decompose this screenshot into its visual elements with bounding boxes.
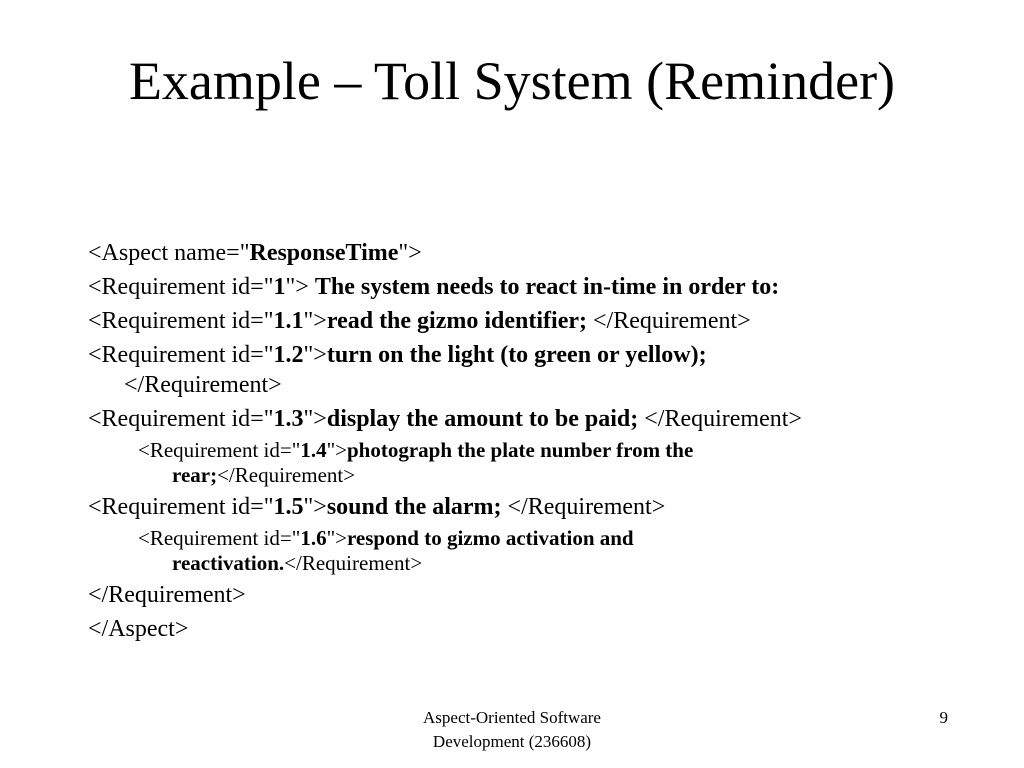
tag-text: "> bbox=[326, 438, 347, 462]
requirement-text: rear; bbox=[172, 463, 218, 487]
requirement-line-1-1 bbox=[88, 306, 968, 336]
tag-text: <Requirement id=" bbox=[138, 438, 301, 462]
aspect-close-line: </Aspect> bbox=[88, 616, 189, 642]
requirement-text: sound the alarm; bbox=[326, 494, 508, 520]
requirement-text: display the amount to be paid; bbox=[326, 406, 645, 432]
tag-text: <Requirement id=" bbox=[88, 494, 274, 520]
tag-text: "> bbox=[303, 494, 327, 520]
requirement-line-1-2 bbox=[88, 340, 968, 400]
aspect-open-line bbox=[88, 238, 968, 268]
page-number: 9 bbox=[939, 708, 948, 727]
requirement-text: reactivation. bbox=[172, 551, 285, 575]
tag-text: "> bbox=[285, 274, 315, 300]
requirement-text: The system needs to react in-time in order to: bbox=[314, 274, 780, 300]
aspect-name: ResponseTime bbox=[249, 240, 399, 266]
requirement-id: 1.2 bbox=[273, 342, 304, 368]
requirement-close-line: </Requirement> bbox=[88, 582, 246, 608]
tag-text: <Requirement id=" bbox=[88, 406, 274, 432]
tag-text: <Aspect name=" bbox=[88, 240, 250, 266]
tag-text: </Requirement> bbox=[507, 494, 666, 520]
tag-text: </Requirement> bbox=[217, 463, 356, 487]
requirement-line-1-4 bbox=[138, 438, 968, 488]
requirement-id: 1 bbox=[273, 274, 286, 300]
requirement-line-1-6 bbox=[138, 526, 968, 576]
slide-body bbox=[88, 238, 968, 648]
tag-text: "> bbox=[303, 308, 327, 334]
tag-text: <Requirement id=" bbox=[88, 274, 274, 300]
requirement-line-1-3 bbox=[88, 404, 968, 434]
requirement-id: 1.1 bbox=[273, 308, 304, 334]
tag-text: "> bbox=[326, 526, 347, 550]
requirement-line-1-5 bbox=[88, 492, 968, 522]
tag-text: "> bbox=[303, 406, 327, 432]
requirement-id: 1.3 bbox=[273, 406, 304, 432]
tag-text: </Requirement> bbox=[593, 308, 751, 334]
tag-text: "> bbox=[398, 240, 422, 266]
tag-text: "> bbox=[303, 342, 327, 368]
slide-footer bbox=[362, 706, 662, 754]
requirement-id: 1.5 bbox=[273, 494, 304, 520]
requirement-text: photograph the plate number from the bbox=[346, 438, 694, 462]
tag-text: <Requirement id=" bbox=[88, 308, 274, 334]
requirement-text: turn on the light (to green or yellow); bbox=[326, 342, 707, 368]
requirement-id: 1.6 bbox=[300, 526, 327, 550]
tag-text: </Requirement> bbox=[644, 406, 802, 432]
requirement-continuation bbox=[138, 463, 968, 488]
requirement-line-1 bbox=[88, 272, 968, 302]
requirement-text: read the gizmo identifier; bbox=[326, 308, 593, 334]
tag-text: <Requirement id=" bbox=[88, 342, 274, 368]
requirement-id: 1.4 bbox=[300, 438, 327, 462]
requirement-continuation bbox=[138, 551, 968, 576]
requirement-text: respond to gizmo activation and bbox=[346, 526, 634, 550]
slide-title: Example – Toll System (Reminder) bbox=[128, 51, 896, 111]
tag-text: </Requirement> bbox=[284, 551, 423, 575]
footer-line-2: Development (236608) bbox=[432, 732, 592, 751]
footer-line-1: Aspect-Oriented Software bbox=[423, 708, 601, 727]
tag-text: </Requirement> bbox=[124, 372, 282, 398]
tag-text: <Requirement id=" bbox=[138, 526, 301, 550]
